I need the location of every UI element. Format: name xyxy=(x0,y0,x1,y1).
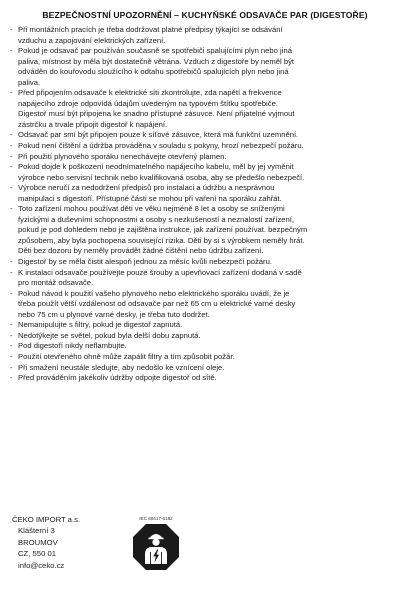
bullet-dash: - xyxy=(10,351,13,361)
list-item-text: Před připojením odsavače k elektrické síti zkontrolujte, zda napětí a frekvence xyxy=(18,88,282,98)
list-item-text: Před prováděním jakékoliv údržby odpojte digestoř od sítě. xyxy=(18,373,217,383)
bullet-dash: - xyxy=(10,46,13,56)
bullet-dash: - xyxy=(10,204,13,214)
list-item xyxy=(10,363,400,374)
bullet-dash: - xyxy=(10,141,13,151)
list-item-text: Digestoř musí být připojena ke snadno přístupné zásuvce. Není přijatelné vyjmout xyxy=(18,109,295,119)
list-item xyxy=(10,268,400,289)
company-address-line: Klášterní 3 xyxy=(18,526,55,536)
list-item xyxy=(10,341,400,352)
list-item-text: třeba použít větší vzdálenost od odsavače par než 65 cm u elektrické varné desky xyxy=(18,299,296,309)
list-item-text: Výrobce neručí za nedodržení předpisů pro instalaci a údržbu a nesprávnou xyxy=(18,183,275,193)
list-item-text: Použití otevřeného ohně může zapálit filtry a tím způsobit požár. xyxy=(18,351,235,361)
list-item xyxy=(10,204,400,257)
list-item xyxy=(10,88,400,130)
bullet-dash: - xyxy=(10,362,13,372)
company-address xyxy=(12,514,80,571)
list-item-text: paliva. xyxy=(18,77,41,87)
list-item-text: fyzickými a duševními schopnostmi a osoby s nezkušeností a neznalostí zařízení, xyxy=(18,214,295,224)
bullet-dash: - xyxy=(10,130,13,140)
bullet-dash: - xyxy=(10,183,13,193)
company-address-line: BROUMOV xyxy=(18,537,58,547)
list-item-text: Digestoř by se měla čistit alespoň jednou za měsíc kvůli nebezpečí požáru. xyxy=(18,257,272,267)
list-item-text: odváděn do kouřovodu sloužícího k odtahu spotřebičů spalujících plyn nebo jiná xyxy=(18,67,289,77)
list-item-text: Nedotýkejte se světel, pokud byla delší dobu zapnutá. xyxy=(18,330,201,340)
list-item-text: vzduchu a zapojování elektrických zařízení. xyxy=(18,35,166,45)
bullet-dash: - xyxy=(10,341,13,351)
bullet-dash: - xyxy=(10,330,13,340)
list-item-text: Děti bez dozoru by neměly provádět žádné čištění nebo údržbu zařízení. xyxy=(18,246,264,256)
list-item xyxy=(10,152,400,163)
list-item xyxy=(10,141,400,152)
company-name: ČEKO IMPORT a.s. xyxy=(12,515,81,524)
bullet-dash: - xyxy=(10,151,13,161)
list-item xyxy=(10,320,400,331)
company-email: info@ceko.cz xyxy=(18,560,65,570)
bullet-dash: - xyxy=(10,320,13,330)
certification-mark xyxy=(128,516,184,571)
list-item-text: Toto zařízení mohou používat děti ve věku nejméně 8 let a osoby se sníženými xyxy=(18,204,285,214)
list-item xyxy=(10,373,400,384)
list-item xyxy=(10,331,400,342)
cert-label: IEC 60417-6182 xyxy=(139,516,173,521)
bullet-dash: - xyxy=(10,88,13,98)
list-item xyxy=(10,46,400,88)
list-item-text: Při použití plynového sporáku nenechávejte otevřený plamen. xyxy=(18,151,227,161)
bullet-dash: - xyxy=(10,162,13,172)
list-item xyxy=(10,352,400,363)
list-item-text: pro montáž odsavače. xyxy=(18,278,94,288)
list-item xyxy=(10,130,400,141)
list-item-text: Nemanipulujte s filtry, pokud je digestoř zapnutá. xyxy=(18,320,183,330)
bullet-dash: - xyxy=(10,267,13,277)
list-item-text: napájecího zdroje odpovídá údajům uvedeným na typovém štítku spotřebiče. xyxy=(18,98,278,108)
list-item xyxy=(10,289,400,321)
list-item-text: způsobem, aby byla pochopena související rizika. Děti by si s výrobkem neměly hrát. xyxy=(18,235,305,245)
safety-warning-list xyxy=(10,25,400,384)
list-item-text: výrobce nebo servisní technik nebo kvalifikovaná osoba, aby se předešlo nebezpečí. xyxy=(18,172,305,182)
list-item-text: Při smažení neustále sledujte, aby nedošlo ke vznícení oleje. xyxy=(18,362,225,372)
company-address-line: CZ, 550 01 xyxy=(18,549,57,559)
list-item-text: paliva, místnost by měla být dostatečně větrána. Vzduch z digestoře by neměl být xyxy=(18,56,295,66)
list-item-text: nebo 75 cm u plynové varné desky, je třeba tuto dodržet. xyxy=(18,309,210,319)
list-item xyxy=(10,183,400,204)
footer xyxy=(12,514,402,594)
bullet-dash: - xyxy=(10,288,13,298)
list-item xyxy=(10,257,400,268)
bullet-dash: - xyxy=(10,373,13,383)
bullet-dash: - xyxy=(10,25,13,34)
bullet-dash: - xyxy=(10,257,13,267)
list-item xyxy=(10,162,400,183)
list-item-text: Pokud dojde k poškození neodnímatelného napájecího kabelu, měl by jej vyměnit xyxy=(18,162,294,172)
list-item-text: K instalaci odsavače používejte pouze šrouby a upevňovací zařízení dodaná v sadě xyxy=(18,267,302,277)
list-item-text: pokud je pod dohledem nebo je zajištěna instrukce, jak zařízení používat. bezpečným xyxy=(18,225,308,235)
list-item-text: Pod digestoří nikdy neflambujte. xyxy=(18,341,127,351)
list-item-text: Pokud návod k použití vašeho plynového nebo elektrického sporáku uvádí, že je xyxy=(18,288,290,298)
list-item-text: zástrčku a trvale připojit digestoř k napájení. xyxy=(18,119,168,129)
list-item-text: Pokud není čištění a údržba prováděna v souladu s pokyny, hrozí nebezpečí požáru. xyxy=(18,141,304,151)
list-item-text: Odsavač par smí být připojen pouze k síťové zásuvce, která má funkční uzemnění. xyxy=(18,130,299,140)
list-item-text: Pokud je odsavač par používán současně se spotřebiči spalujícími plyn nebo jiná xyxy=(18,46,292,56)
qualified-electrician-icon xyxy=(132,523,180,571)
list-item xyxy=(10,25,400,46)
document-title: BEZPEČNOSTNÍ UPOZORNĚNÍ – KUCHYŇSKÉ ODSAVAČE PAR (DIGESTOŘE) xyxy=(42,10,368,20)
list-item-text: manipulaci s digestoří. Přístupné části se mohou při vaření na sporáku zahřát. xyxy=(18,193,282,203)
list-item-text: Při montážních pracích je třeba dodržovat platné předpisy týkající se odsávání xyxy=(18,25,283,34)
